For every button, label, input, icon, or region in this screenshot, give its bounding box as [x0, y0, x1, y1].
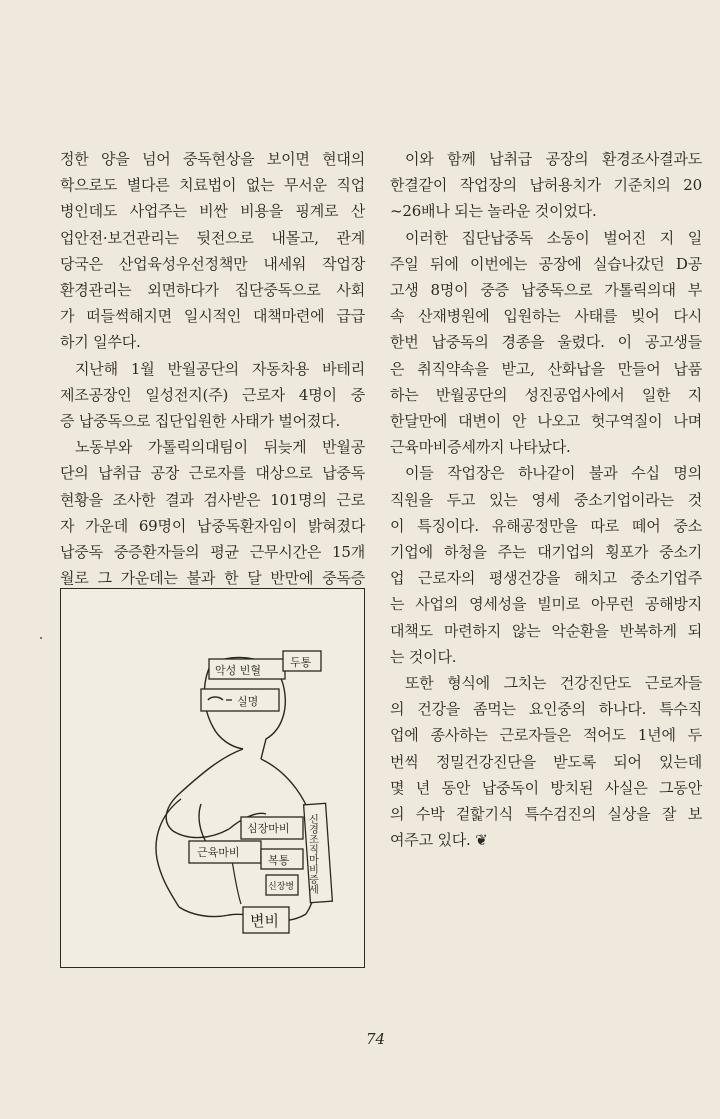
text-line: 노동부와 가톨릭의대팀이 뒤늦게 반월공: [75, 438, 365, 457]
text-line: 업에 종사하는 근로자들은 적어도 1년에 두: [390, 726, 702, 745]
label-abdominal: 복통: [268, 854, 290, 867]
text-line: 한번 납중독의 경종을 울렸다. 이 공고생들: [390, 333, 702, 352]
label-heart: 심장마비: [247, 822, 290, 835]
text-line: 속 산재병원에 입원하는 사태를 빚어 다시: [390, 307, 702, 326]
text-line: 이들 작업장은 하나같이 불과 수십 명의: [405, 464, 702, 483]
text-line: 현황을 조사한 결과 검사받은 101명의 근로: [60, 490, 365, 509]
lead-poisoning-illustration: [60, 588, 365, 968]
label-constipation: 변비: [250, 912, 279, 930]
text-line: 고생 8명이 중증 납중독으로 가톨릭의대 부: [390, 281, 702, 300]
right-paragraph: [390, 670, 702, 853]
text-line: 자 가운데 69명이 납중독환자임이 밝혀졌다: [60, 516, 365, 535]
text-line: 기업에 하청을 주는 대기업의 횡포가 중소기: [390, 543, 702, 562]
text-line: 당국은 산업육성우선정책만 내세워 작업장: [60, 254, 365, 273]
left-paragraph: [60, 146, 365, 356]
text-line: 하기 일쑤다.: [60, 333, 141, 352]
text-line: 몇 년 동안 납중독이 방치된 사실은 그동안: [390, 778, 702, 797]
text-line: 한달만에 대변이 안 나오고 헛구역질이 나며: [390, 412, 702, 431]
label-muscle: 근육마비: [197, 846, 240, 859]
seated-figure-drawing: [61, 589, 363, 966]
text-line: ~26배나 되는 놀라운 것이었다.: [390, 202, 597, 221]
text-line: 는 사업의 영세성을 빌미로 아무런 공해방지: [390, 595, 702, 614]
text-line: 증 납중독으로 집단입원한 사태가 벌어졌다.: [60, 412, 341, 431]
text-line: 학으로도 별다른 치료법이 없는 무서운 직업: [60, 176, 365, 195]
text-line: 은 취직약속을 받고, 산화납을 만들어 납품: [390, 359, 702, 378]
arm-outline: [166, 749, 243, 838]
text-line: 월로 그 가운데는 불과 한 달 반만에 중독증: [60, 569, 365, 588]
label-nerve: 신경조직마비증세: [306, 814, 318, 894]
text-line: 이와 함께 납취급 공장의 환경조사결과도: [405, 150, 702, 168]
right-paragraph: [390, 460, 702, 670]
text-line: 주일 뒤에 이번에는 공장에 실습나갔던 D공: [390, 254, 702, 273]
label-anemia: 악성 빈혈: [215, 664, 262, 677]
text-line: 하는 반월공단의 성진공업사에서 일한 지: [390, 385, 702, 404]
text-line: 정한 양을 넘어 중독현상을 보이면 현대의: [60, 150, 365, 168]
label-headache: 두통: [290, 656, 312, 669]
shin-outline: [156, 799, 181, 907]
text-line: 또한 형식에 그치는 건강진단도 근로자들: [405, 674, 702, 693]
text-line: 의 건강을 좀먹는 요인중의 하나다. 특수직: [390, 700, 702, 719]
text-line: 납중독 중증환자들의 평균 근무시간은 15개: [60, 543, 365, 562]
text-line: 대책도 마련하지 않는 악순환을 반복하게 되: [390, 621, 702, 640]
text-line: 가 떠들썩해지면 일시적인 대책마련에 급급: [60, 307, 365, 326]
text-line: 한결같이 작업장의 납허용치가 기준치의 20: [390, 176, 702, 195]
text-line: 여주고 있다. ❦: [390, 831, 488, 850]
text-line: 업안전·보건관리는 뒷전으로 내몰고, 관계: [60, 228, 365, 247]
label-kidney: 신장병: [268, 882, 295, 892]
text-line: 는 것이다.: [390, 647, 457, 666]
right-text-column: [390, 146, 702, 853]
right-paragraph: [390, 146, 702, 225]
text-line: 이러한 집단납중독 소동이 벌어진 지 일: [405, 228, 702, 247]
page-number: 74: [366, 1030, 386, 1048]
label-blindness: 실명: [237, 695, 259, 708]
text-line: 번씩 정밀건강진단을 받도록 되어 있는데: [390, 752, 702, 771]
margin-speck: [40, 637, 42, 639]
text-line: 의 수박 겉핥기식 특수검진의 실상을 잘 보: [390, 805, 702, 824]
left-text-column: [60, 146, 365, 618]
text-line: 업 근로자의 평생건강을 해치고 중소기업주: [390, 569, 702, 588]
text-line: 근육마비증세까지 나타났다.: [390, 438, 571, 457]
text-line: 지난해 1월 반월공단의 자동차용 바테리: [75, 359, 365, 378]
left-paragraph: [60, 356, 365, 435]
text-line: 환경관리는 외면하다가 집단중독으로 사회: [60, 281, 365, 300]
text-line: 직원을 두고 있는 영세 중소기업이라는 것: [390, 490, 702, 509]
right-paragraph: [390, 225, 702, 461]
text-line: 제조공장인 일성전지(주) 근로자 4명이 중: [60, 385, 365, 404]
text-line: 단의 납취급 공장 근로자를 대상으로 납중독: [60, 464, 365, 483]
text-line: 병인데도 사업주는 비싼 비용을 핑계로 산: [60, 202, 365, 221]
text-line: 이 특징이다. 유해공정만을 따로 떼어 중소: [390, 516, 702, 535]
